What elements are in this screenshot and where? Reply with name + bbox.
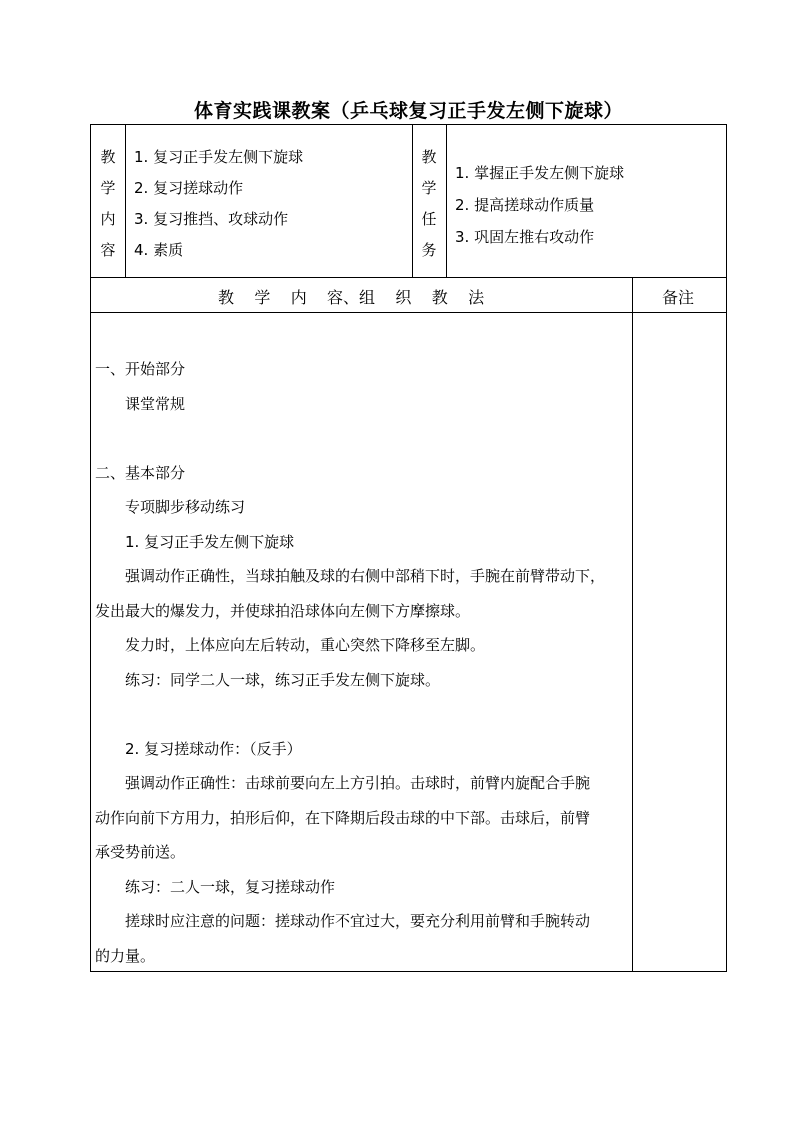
divider-content-label <box>125 124 126 277</box>
item-title: 1. 复习正手发左侧下旋球 <box>125 532 295 551</box>
content-list <box>134 142 303 266</box>
paragraph-line: 强调动作正确性，当球拍触及球的右侧中部稍下时，手腕在前臂带动下， <box>125 567 606 585</box>
main-column-header: 教 学 内 容、组 织 教 法 <box>218 288 485 307</box>
notes-column-header: 备注 <box>662 288 695 307</box>
paragraph-line: 练习：同学二人一球，练习正手发左侧下旋球。 <box>125 670 441 689</box>
task-label: 教 学 任 务 <box>421 148 437 259</box>
paragraph-line: 练习：二人一球，复习搓球动作 <box>125 877 336 896</box>
paragraph-line: 强调动作正确性：击球前要向左上方引拍。击球时，前臂内旋配合手腕 <box>125 774 591 792</box>
content-label: 教 学 内 容 <box>100 148 116 259</box>
lesson-body <box>95 352 629 973</box>
section-item: 课堂常规 <box>125 394 186 413</box>
paragraph-line: 的力量。 <box>95 946 156 965</box>
divider-task-left <box>412 124 413 277</box>
divider-task-label <box>446 124 447 277</box>
section-title: 二、基本部分 <box>95 463 186 482</box>
section-item: 专项脚步移动练习 <box>125 498 246 516</box>
list-item: 1. 复习正手发左侧下旋球 <box>134 148 304 166</box>
paragraph-line: 动作向前下方用力，拍形后仰，在下降期后段击球的中下部。击球后，前臂 <box>95 808 591 827</box>
item-title: 2. 复习搓球动作：（反手） <box>125 739 302 758</box>
paragraph-line: 发出最大的爆发力，并使球拍沿球体向左侧下方摩擦球。 <box>95 601 471 620</box>
divider-notes-column <box>632 277 633 972</box>
page-title: 体育实践课教案（乒乓球复习正手发左侧下旋球） <box>193 100 623 122</box>
paragraph-line: 搓球时应注意的问题：搓球动作不宜过大，要充分利用前臂和手腕转动 <box>125 912 591 930</box>
list-item: 1. 掌握正手发左侧下旋球 <box>455 164 625 182</box>
paragraph-line: 承受势前送。 <box>95 843 186 861</box>
list-item: 3. 复习推挡、攻球动作 <box>134 210 289 228</box>
list-item: 3. 巩固左推右攻动作 <box>455 228 595 246</box>
list-item: 2. 提高搓球动作质量 <box>455 196 595 214</box>
list-item: 2. 复习搓球动作 <box>134 179 244 197</box>
task-list <box>455 157 624 253</box>
list-item: 4. 素质 <box>134 241 184 259</box>
paragraph-line: 发力时，上体应向左后转动，重心突然下降移至左脚。 <box>125 636 486 654</box>
section-title: 一、开始部分 <box>95 360 186 378</box>
